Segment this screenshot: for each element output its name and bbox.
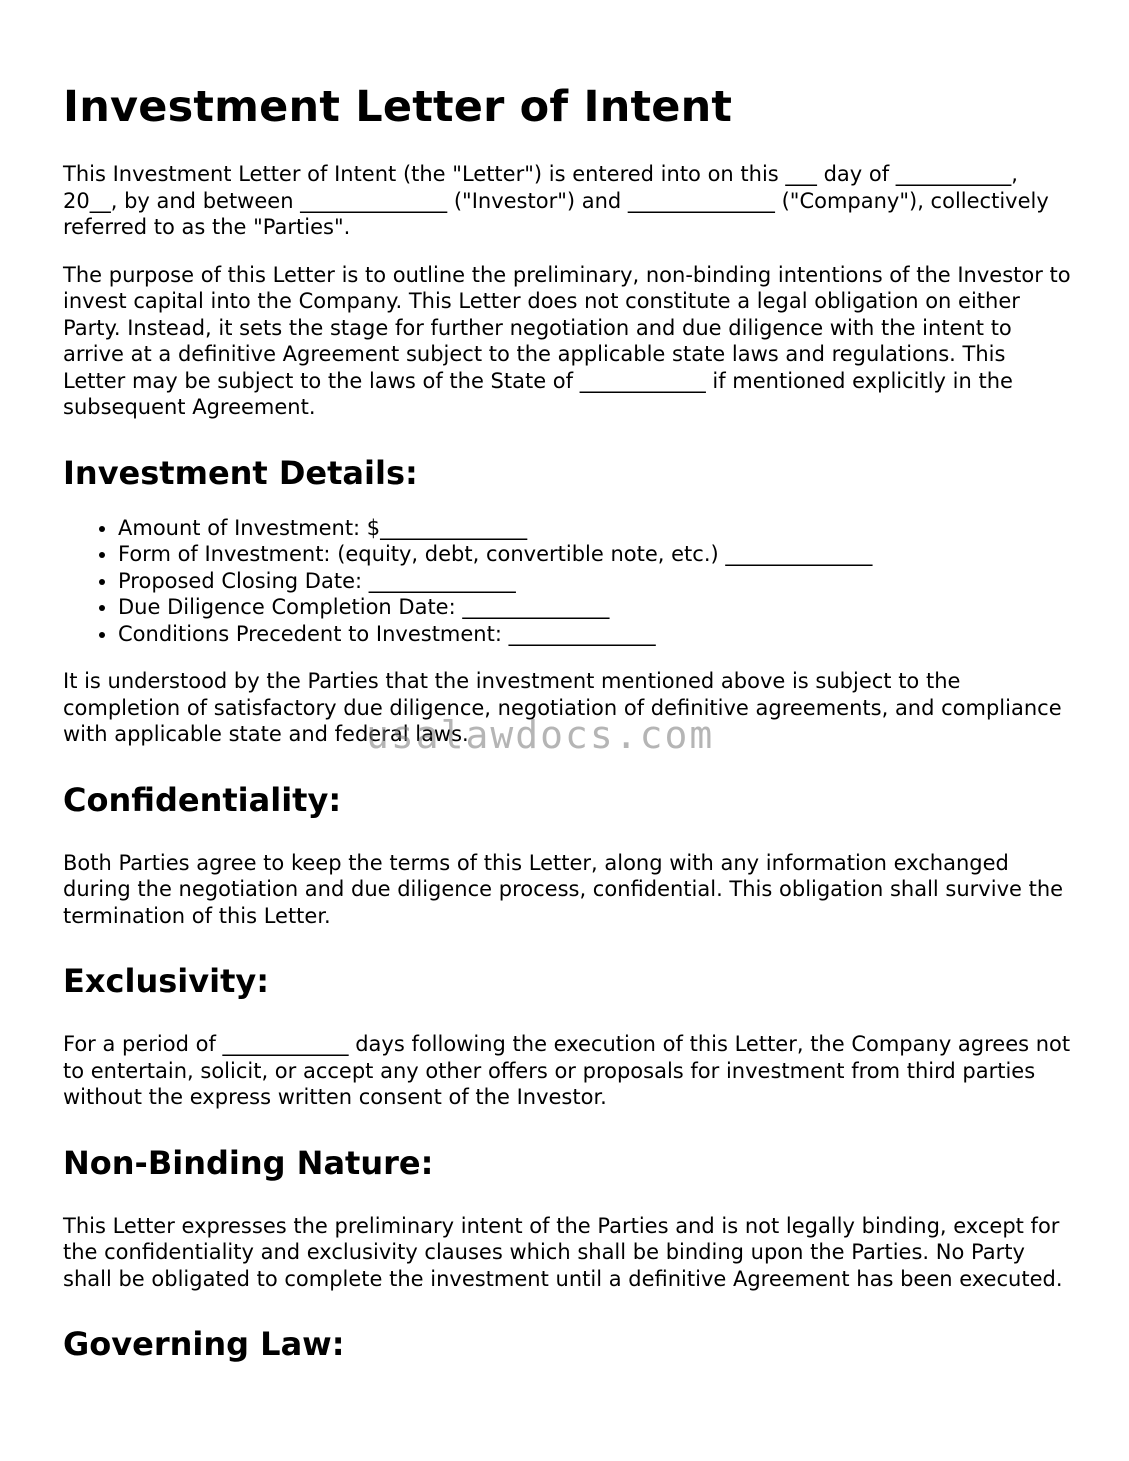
non-binding-paragraph: This Letter expresses the preliminary intent of the Parties and is not legally binding, except for the confidentiality and exclusivity clauses which shall be binding upon the Parties. No Party shall be obligated to complete the investment until a definitive Agreement has been executed. [63,1213,1063,1291]
governing-law-heading: Governing Law: [63,1325,345,1363]
exclusivity-paragraph: For a period of ____________ days following the execution of this Letter, the Company agrees not to entertain, solicit, or accept any other offers or proposals for investment from third parties without the express written consent of the Investor. [63,1032,1071,1109]
list-item: • Due Diligence Completion Date: ______________ [118,594,1073,621]
investment-details-list [63,515,1073,648]
investment-note-paragraph: It is understood by the Parties that the investment mentioned above is subject to the completion of satisfactory due diligence, negotiation of definitive agreements, and compliance with applicable state and federal laws. [63,669,1062,746]
list-item: • Amount of Investment: $______________ [118,515,1073,542]
intro-paragraph: This Investment Letter of Intent (the "Letter") is entered into on this ___ day of ___________, 20__, by and between ______________ ("Investor") and ______________ ("Company"), collectively referred to as the "Parties". [63,162,1049,239]
list-item: • Proposed Closing Date: ______________ [118,568,1073,595]
confidentiality-paragraph: Both Parties agree to keep the terms of this Letter, along with any information exchanged during the negotiation and due diligence process, confidential. This obligation shall survive the termination of this Letter. [63,850,1064,928]
confidentiality-heading: Confidentiality: [63,780,342,819]
exclusivity-heading: Exclusivity: [63,962,270,1000]
document-title: Investment Letter of Intent [63,82,733,132]
watermark: usalawdocs.com [366,713,715,757]
investment-details-heading: Investment Details: [63,453,418,492]
purpose-paragraph: The purpose of this Letter is to outline the preliminary, non-binding intentions of the Investor to invest capital into the Company. This Letter does not constitute a legal obligation on either Party. Instead, it sets the stage for further negotiation and due diligence with the intent to arrive at a definitive Agreement subject to the applicable state laws and regulations. This Letter may be subject to the laws of the State of ____________ if mentioned explicitly in the subsequent Agreement. [63,262,1071,419]
non-binding-heading: Non-Binding Nature: [63,1143,434,1182]
document-page [63,0,1073,1364]
list-item: • Form of Investment: (equity, debt, convertible note, etc.) ______________ [118,541,1073,568]
list-item: • Conditions Precedent to Investment: ______________ [118,621,1073,648]
